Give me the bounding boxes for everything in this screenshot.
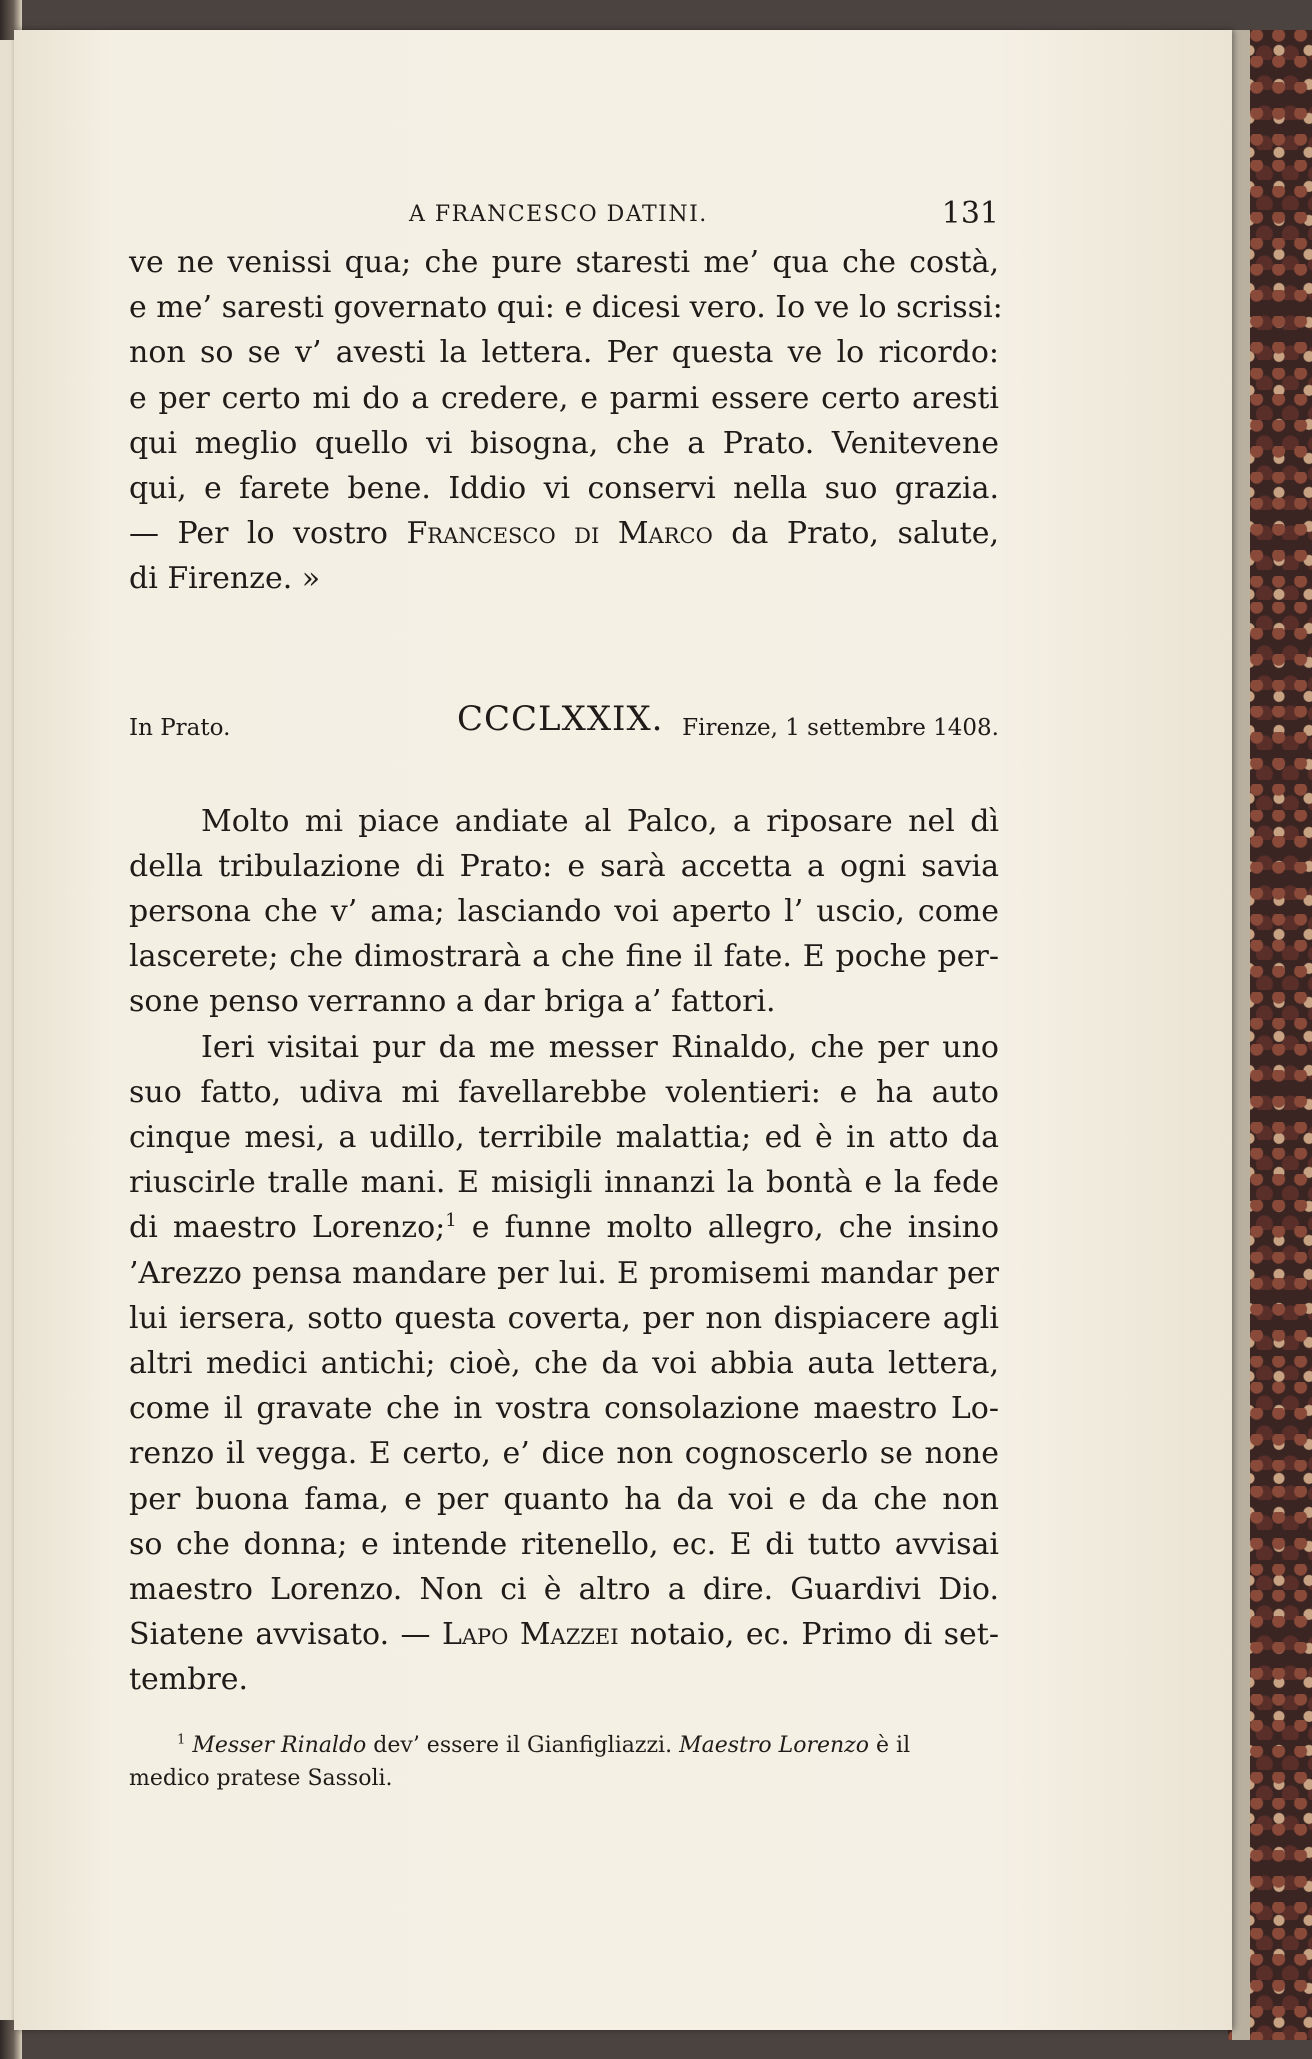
text-line: lascerete; che dimostrarà a che fine il fate. E poche per- [129, 939, 999, 975]
letter-paragraph-1 [129, 799, 999, 1025]
letter-number: CCCLXXIX. [457, 698, 664, 739]
text-line: lui iersera, sotto questa coverta, per non dispiacere agli [129, 1300, 999, 1336]
footnote [129, 1729, 999, 1795]
signature-line [129, 1612, 999, 1657]
signoff-prefix: — Per lo vostro [129, 516, 407, 552]
text-line: riuscirle tralle mani. E misigli innanzi la bontà e la fede [129, 1165, 999, 1201]
signoff-name: Francesco di Marco [406, 516, 713, 552]
previous-letter-ending [129, 240, 1003, 602]
book-page [14, 30, 1232, 2030]
text-line: Molto mi piace andiate al Palco, a riposare nel dì [201, 803, 999, 839]
text-line: e per certo mi do a credere, e parmi essere certo aresti [129, 380, 999, 416]
footnote-marker: 1 [177, 1732, 186, 1748]
text-line: altri medici antichi; cioè, che da voi abbia auta lettera, [129, 1346, 999, 1382]
running-head [129, 190, 999, 240]
text-line: sone penso verranno a dar briga a’ fattori. [129, 984, 776, 1020]
text-line: so che donna; e intende ritenello, ec. E di tutto avvisai [129, 1526, 999, 1562]
letter-header [129, 697, 999, 757]
footnote-term-2: Maestro Lorenzo [679, 1732, 870, 1758]
page-number: 131 [941, 196, 999, 231]
page-text [129, 190, 1003, 1795]
text-line: Ieri visitai pur da me messer Rinaldo, che per uno [201, 1029, 999, 1065]
text-line: renzo il vegga. E certo, e’ dice non cognoscerlo se none [129, 1436, 999, 1472]
text-line: cinque mesi, a udillo, terribile malattia; ed è in atto da [129, 1120, 999, 1156]
text-line: e me’ saresti governato qui: e dicesi vero. Io ve lo scrissi: [129, 290, 1003, 326]
footnote-line-1 [129, 1729, 999, 1762]
letter-paragraph-2 [129, 1025, 999, 1703]
signature-suffix: notaio, ec. Primo di set- [618, 1617, 999, 1653]
text-line: della tribulazione di Prato: e sarà accetta a ogni savia [129, 848, 999, 884]
footnote-term-1: Messer Rinaldo [192, 1732, 367, 1758]
text-line: ve ne venissi qua; che pure staresti me’ qua che costà, [129, 245, 999, 280]
text-line: persona che v’ ama; lasciando voi aperto l’ uscio, come [129, 894, 999, 930]
text-line: maestro Lorenzo. Non ci è altro a dire. Guardivi Dio. [129, 1572, 999, 1608]
signature-name: Lapo Mazzei [441, 1617, 619, 1653]
line-suffix: e funne molto allegro, che insino [456, 1210, 1000, 1246]
text-line: suo fatto, udiva mi favellarebbe volentieri: e ha auto [129, 1074, 999, 1110]
line-prefix: di maestro Lorenzo; [129, 1210, 446, 1246]
letter-place-date: Firenze, 1 settembre 1408. [682, 714, 999, 741]
final-line: tembre. [129, 1662, 249, 1698]
page-block-edge [1232, 30, 1250, 2040]
running-title: A FRANCESCO DATINI. [409, 202, 708, 227]
signature-prefix: Siatene avvisato. — [129, 1617, 442, 1653]
text-line: come il gravate che in vostra consolazione maestro Lo- [129, 1391, 999, 1427]
text-line: non so se v’ avesti la lettera. Per questa ve lo ricordo: [129, 335, 999, 371]
footnote-text-2: è il [869, 1732, 911, 1758]
letter-address: In Prato. [129, 714, 231, 741]
signoff-line [129, 511, 999, 556]
text-line: qui meglio quello vi bisogna, che a Prato. Venitevene [129, 425, 999, 461]
signoff-suffix: da Prato, salute, [712, 516, 999, 552]
text-line: qui, e farete bene. Iddio vi conservi nella suo grazia. [129, 471, 999, 507]
footnote-text-1: dev’ essere il Gianfigliazzi. [366, 1732, 680, 1758]
footnote-line-2: medico pratese Sassoli. [129, 1765, 393, 1791]
text-line: per buona fama, e per quanto ha da voi e da che non [129, 1481, 999, 1517]
text-line: ’Arezzo pensa mandare per lui. E promisemi mandar per [129, 1255, 999, 1291]
footnote-reference-line [129, 1205, 999, 1250]
footnote-marker: 1 [445, 1210, 457, 1232]
closing-line: di Firenze. » [129, 561, 321, 597]
